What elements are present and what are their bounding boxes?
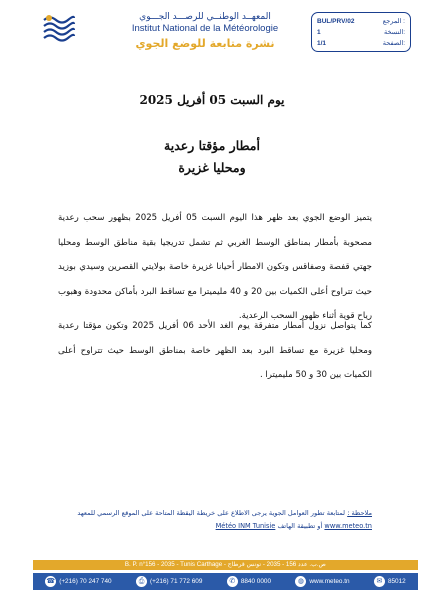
- green-number-icon: ✆: [227, 576, 238, 587]
- footer-sms: [374, 576, 406, 587]
- footer-green-number: [227, 576, 271, 587]
- bulletin-title-line-2: ومحليا غزيرة: [178, 160, 246, 175]
- fax-number: (+216) 71 772 609: [150, 578, 203, 585]
- copy-label: النسخة:: [383, 29, 405, 36]
- bulletin-title-line-1: أمطار مؤقتا رعدية: [164, 138, 260, 153]
- forecast-paragraph-tomorrow: كما يتواصل نزول أمطار متفرقة يوم الغد الأحد 06 أفريل 2025 وتكون مؤقتا رعدية ومحليا غزيرة مع تساقط البرد بعد الظهر خاصة بمناطق الوسط حيث تتراوح أعلى الكميات بين 30 و 50 مليميترا .: [58, 321, 372, 380]
- phone-number: (+216) 70 247 740: [59, 578, 112, 585]
- page-value: 1/1: [317, 40, 327, 47]
- phone-icon: ☎: [46, 578, 56, 585]
- note-line: [58, 507, 372, 520]
- forecast-paragraph-today: يتميز الوضع الجوي بعد ظهر هذا اليوم السبت 05 أفريل 2025 بظهور سحب رعدية مصحوبة بأمطار بمناطق الوسط الغربي ثم تشمل تدريجيا بقية مناطق الوسط ومحليا جهتي قفصة وصفاقس وتكون الامطار أحيانا غزيرة خاصة بولايتي القصرين وسيدي بوزيد حيث تتراوح أعلى الكميات بين 20 و 40 مليميترا مع تساقط البرد بأماكن محدودة وهبوب رياح قوية أثناء ظهور السحب الرعدية.: [58, 213, 372, 321]
- reference-label: المرجع :: [382, 18, 405, 25]
- institute-header: [110, 12, 300, 50]
- institute-name-french: Institut National de la Météorologie: [131, 23, 279, 34]
- footer-website: [295, 576, 349, 587]
- website-link[interactable]: www.meteo.tn: [324, 522, 372, 530]
- inm-logo-icon: [40, 10, 76, 46]
- fax-icon: ⎙: [136, 576, 147, 587]
- bulletin-date: يوم السبت 05 أفريل 2025: [139, 93, 285, 107]
- green-number: 8840 0000: [240, 578, 272, 585]
- footer-fax: [136, 576, 202, 587]
- document-reference-box: [311, 12, 411, 52]
- app-link[interactable]: Météo INM Tunisie: [215, 522, 276, 530]
- sms-number: 85012: [387, 578, 406, 585]
- footer-website-text[interactable]: www.meteo.tn: [309, 578, 350, 585]
- reference-value: BUL/PRV/02: [317, 18, 355, 25]
- note-label: ملاحظة :: [347, 509, 372, 517]
- note-text: لمتابعة تطور العوامل الجوية يرجى الاطلاع على خريطة اليقظة المتاحة على الموقع الرسمي للمعهد: [77, 509, 346, 517]
- footer-address-bar: B. P. n°156 - 2035 - Tunis Carthage - ص.ب. عدد 156 - 2035 - تونس قرطاج: [33, 560, 418, 570]
- sms-icon: ✉: [374, 576, 385, 587]
- bulletin-type: نشرة متابعة للوضع الجوي: [135, 37, 275, 50]
- page-label: الصفحة:: [382, 40, 405, 47]
- globe-icon: ◍: [295, 576, 306, 587]
- footer-contacts-bar: [33, 573, 418, 590]
- institute-name-arabic: المعهــد الوطنــي للرصـــد الجـــوي: [139, 12, 271, 22]
- copy-value: 1: [317, 29, 321, 36]
- note-links-line: [58, 520, 372, 533]
- footer-phone: [45, 576, 111, 587]
- note-or-app: أو تطبيقة الهاتف: [277, 522, 323, 530]
